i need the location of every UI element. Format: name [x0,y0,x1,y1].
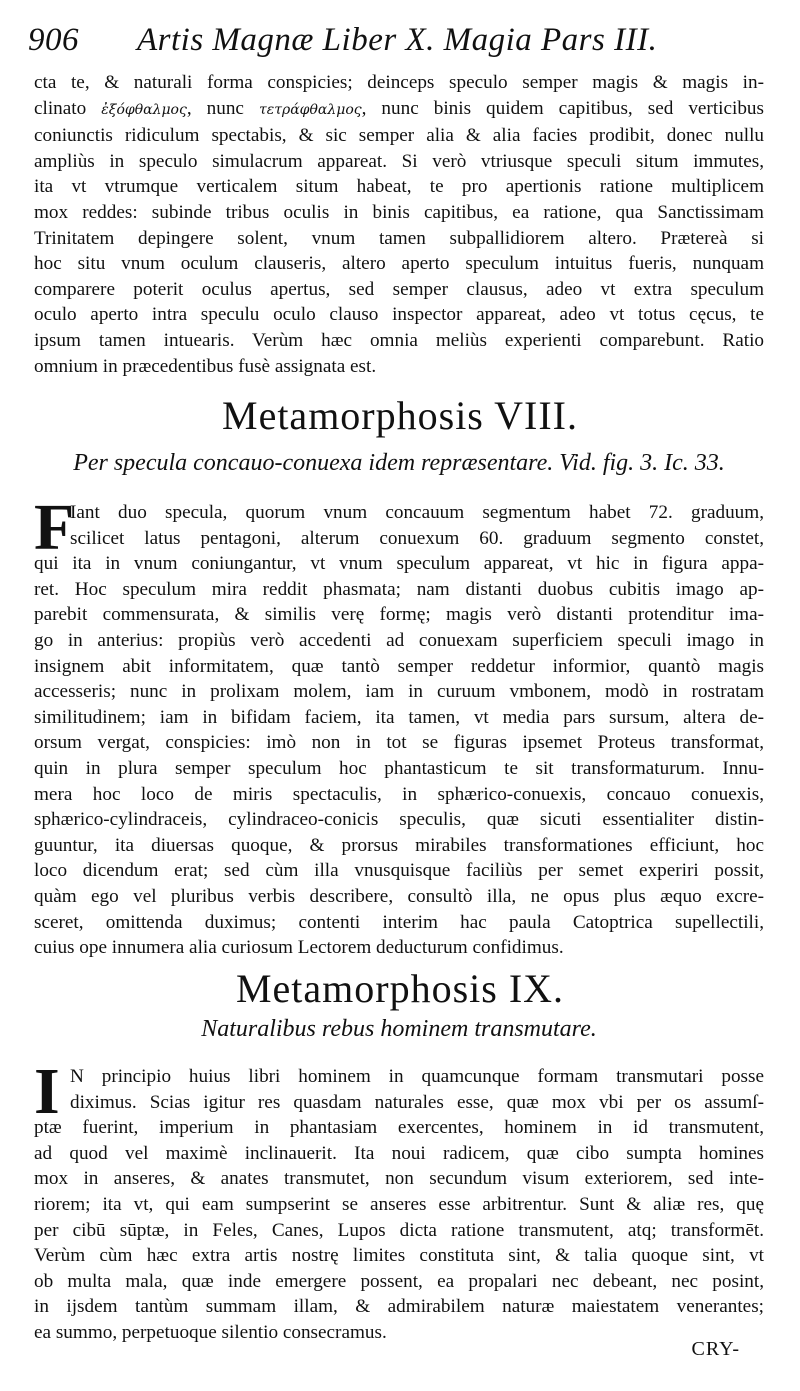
text-line: quin in plura semper speculum hoc phantasticum te sit transformaturum. Innu- [34,757,764,779]
catchword: CRY- [691,1338,740,1360]
section-heading: Metamorphosis VIII. [222,393,578,438]
intro-paragraph [34,70,764,379]
text-line: mera hoc loco de miris spectaculis, in sphærico-conuexis, concauo conuexis, [34,783,764,805]
text-line: sceret, omittenda duximus; contenti interim hac paula Catoptrica supellectili, [34,911,764,933]
text-line: comparere poterit oculus apertus, sed semper clausus, adeo vt extra speculum [34,278,764,300]
text-line: diximus. Scias igitur res quasdam naturales esse, quæ mox vbi per os assumſ- [70,1091,764,1113]
section-heading: Metamorphosis IX. [235,966,565,1011]
text-line: ptæ fuerint, imperium in phantasiam exercentes, hominem in id transmutent, [34,1117,764,1139]
greek-word: τετράφθαλμος [258,101,362,118]
text-line: similitudinem; iam in bifidam faciem, ita tamen, vt media pars sursum, altera de- [34,706,764,728]
text-line: qui ita in vnum coniungantur, vt vnum speculum appareat, vt hic in figura appa- [34,553,764,575]
text-line: in ijsdem tantùm summam illam, & admirabilem naturæ maiestatem venerantes; [34,1296,764,1318]
section-9-paragraph [34,1055,764,1346]
text-fragment: clinato [34,97,102,119]
text-line: accesseris; nunc in prolixam molem, iam in curuum vmbonem, modò in rostratam [34,681,764,703]
text-line: cta te, & naturali forma conspicies; deinceps speculo semper magis & magis in- [34,72,764,93]
page-number: 906 [28,22,79,58]
text-line: parebit commensurata, & similis verę formę; magis verò distanti protenditur ima- [34,604,764,626]
greek-word: ἐξόφθαλμος [101,101,187,118]
text-fragment: , nunc binis quidem capitibus, sed verticibus [361,97,764,119]
text-line: cuius ope innumera alia curiosum Lectorem deducturum confidimus. [34,937,564,959]
section-subheading: Naturalibus rebus hominem transmutare. [201,1016,597,1042]
text-line: ad quod vel maximè inclinauerit. Ita noui radicem, quæ cibo sumpta homines [34,1142,764,1164]
text-line: loco dicendum erat; sed cùm illa vnusquisque faciliùs per semet experiri possit, [34,860,764,882]
text-line: ea summo, perpetuoque silentio consecramus. [34,1321,387,1343]
section-8-paragraph [34,491,764,961]
text-line [34,96,764,124]
text-line: ret. Hoc speculum mira reddit phasmata; nam distanti duobus cubitis imago ap- [34,578,764,600]
text-line: N principio huius libri hominem in quamcunque formam transmutari posse [70,1066,764,1087]
text-line: mox reddes: subinde tribus oculis in binis capitibus, ea ratione, qua Sanctissimam [34,201,764,223]
text-line: riorem; ita vt, qui eam sumpserint se anseres esse arbitrentur. Sunt & aliæ res, quę [34,1193,764,1215]
text-fragment: , nunc [186,97,259,119]
text-line: go in anterius: propiùs verò accedenti ad conuexam superficiem speculi imago in [34,629,764,651]
running-title: Artis Magnæ Liber X. Magia Pars III. [137,22,658,58]
text-line: guuntur, ita diuersas quoque, & prorsus mirabiles transformationes efficiunt, hoc [34,834,764,856]
text-line: ampliùs in speculo simulacrum appareat. Si verò vtriusque speculi situm immutes, [34,150,764,172]
text-line: quàm ego vel pluribus verbis describere, consultò illa, ne opus plus æquo excre- [34,885,764,907]
text-line: oculo aperto intra speculu oculo clauso inspector appareat, adeo vt totus cęcus, te [34,304,764,326]
text-line: ita vt vtrumque verticalem situm habeat, te pro apertionis ratione multiplicem [34,176,764,198]
text-line: Trinitatem depingere solent, vnum tamen subpallidiorem altero. Prætereà si [34,227,764,249]
running-head [28,22,760,62]
text-line: per cibū sūptæ, in Feles, Canes, Lupos dicta ratione transmutent, atq; transformēt. [34,1219,764,1241]
text-line: ipsum tamen intuearis. Verùm hæc omnia meliùs experienti comparebunt. Ratio [34,329,764,351]
text-line: sphærico-cylindraceis, cylindraceo-conicis speculis, quæ sicuti essentialiter distin- [34,809,764,831]
drop-capital: I [34,1055,60,1128]
text-line: hoc situ vnum oculum clauseris, altero aperto speculum intuitus fueris, nunquam [34,253,764,275]
text-line: insignem abit informitatem, quæ tantò semper reddetur informior, quantò magis [34,655,764,677]
text-line: coniunctis ridiculum spectabis, & sic semper alia & alia facies prodibit, donec nullu [34,125,764,147]
text-line: orsum vergat, conspicies: imò non in tot se figuras ipsemet Proteus transformat, [34,732,764,754]
drop-capital: F [34,491,75,564]
text-line: mox in anseres, & anates transmutet, non secundum visum exteriorem, sed inte- [34,1168,764,1190]
text-line: Iant duo specula, quorum vnum concauum segmentum habet 72. graduum, [70,502,764,523]
text-line: ob multa mala, quæ inde emergere possent, ea propalari nec debeant, nec posint, [34,1270,764,1292]
text-line: scilicet latus pentagoni, alterum conuexum 60. graduum segmento constet, [70,527,764,549]
text-line: Verùm cùm hæc extra artis nostrę limites constituta sint, & talia quoque sint, vt [34,1245,764,1267]
section-subheading: Per specula concauo-conuexa idem repræsentare. Vid. fig. 3. Ic. 33. [73,450,725,476]
text-line: omnium in præcedentibus fusè assignata est. [34,355,377,377]
